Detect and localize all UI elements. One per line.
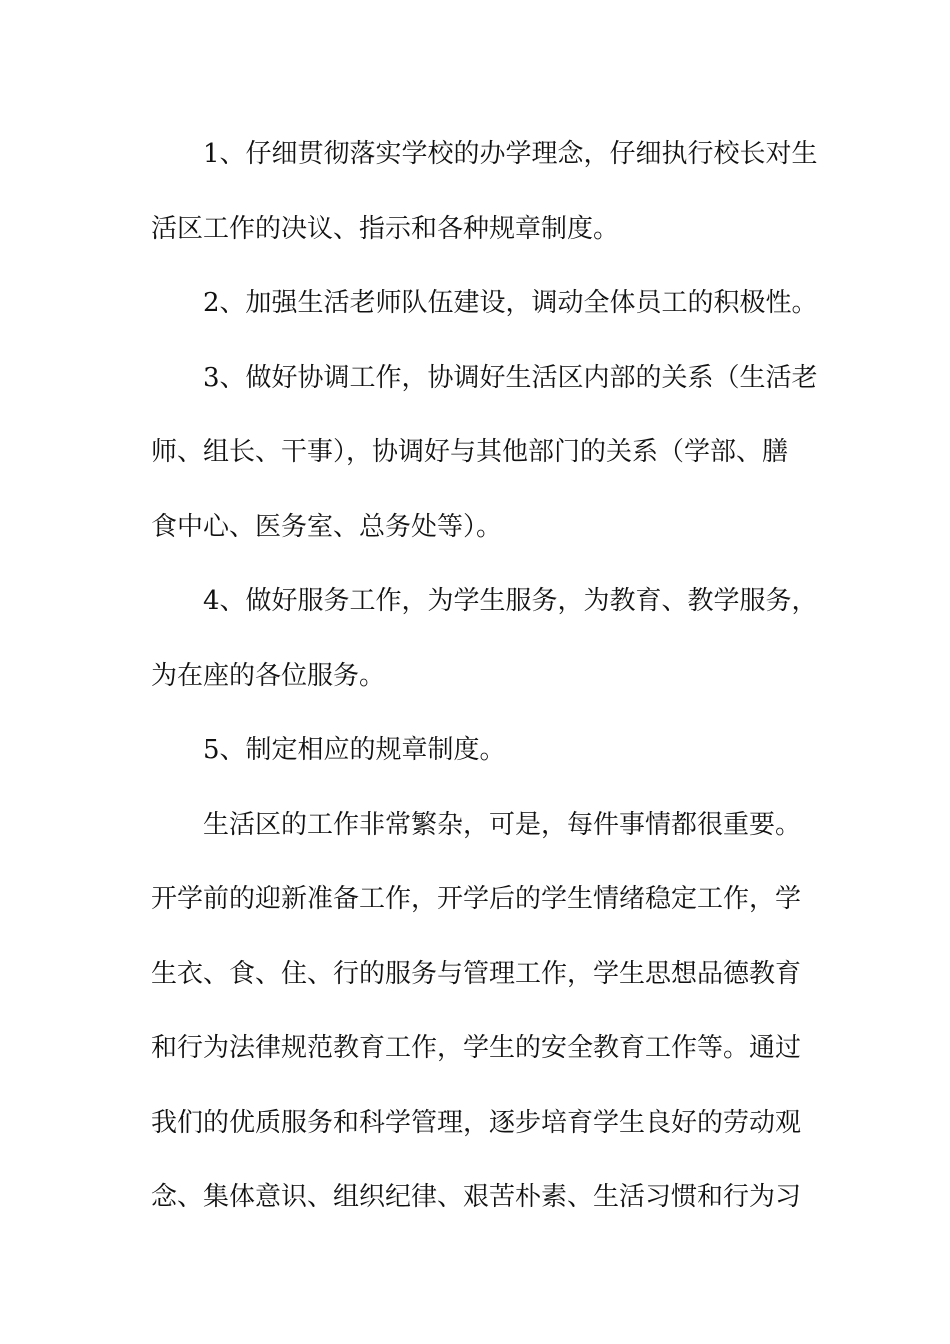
document-body (151, 117, 818, 1235)
item-4-line-1: 4、做好服务工作，为学生服务，为教育、教学服务， (203, 586, 818, 616)
item-3-line-1: 3、做好协调工作，协调好生活区内部的关系（生活老 (203, 362, 818, 393)
item-1-line-1: 1、仔细贯彻落实学校的办学理念，仔细执行校长对生 (203, 139, 818, 169)
paragraph-line-3: 生衣、食、住、行的服务与管理工作，学生思想品德教育 (151, 958, 802, 989)
item-2-line-1: 2、加强生活老师队伍建设，调动全体员工的积极性。 (203, 288, 818, 318)
item-3-line-3: 食中心、医务室、总务处等）。 (151, 511, 503, 542)
paragraph-line-4: 和行为法律规范教育工作，学生的安全教育工作等。通过 (151, 1033, 802, 1063)
paragraph-line-2: 开学前的迎新准备工作，开学后的学生情绪稳定工作，学 (151, 884, 802, 914)
item-5-line-1: 5、制定相应的规章制度。 (203, 735, 506, 765)
item-3-line-2: 师、组长、干事），协调好与其他部门的关系（学部、膳 (151, 437, 789, 467)
paragraph-line-5: 我们的优质服务和科学管理，逐步培育学生良好的劳动观 (151, 1107, 802, 1138)
paragraph-line-6: 念、集体意识、组织纪律、艰苦朴素、生活习惯和行为习 (151, 1182, 802, 1212)
paragraph-line-1: 生活区的工作非常繁杂，可是，每件事情都很重要。 (203, 809, 802, 840)
item-4-line-2: 为在座的各位服务。 (151, 660, 386, 691)
item-1-line-2: 活区工作的决议、指示和各种规章制度。 (151, 213, 620, 244)
